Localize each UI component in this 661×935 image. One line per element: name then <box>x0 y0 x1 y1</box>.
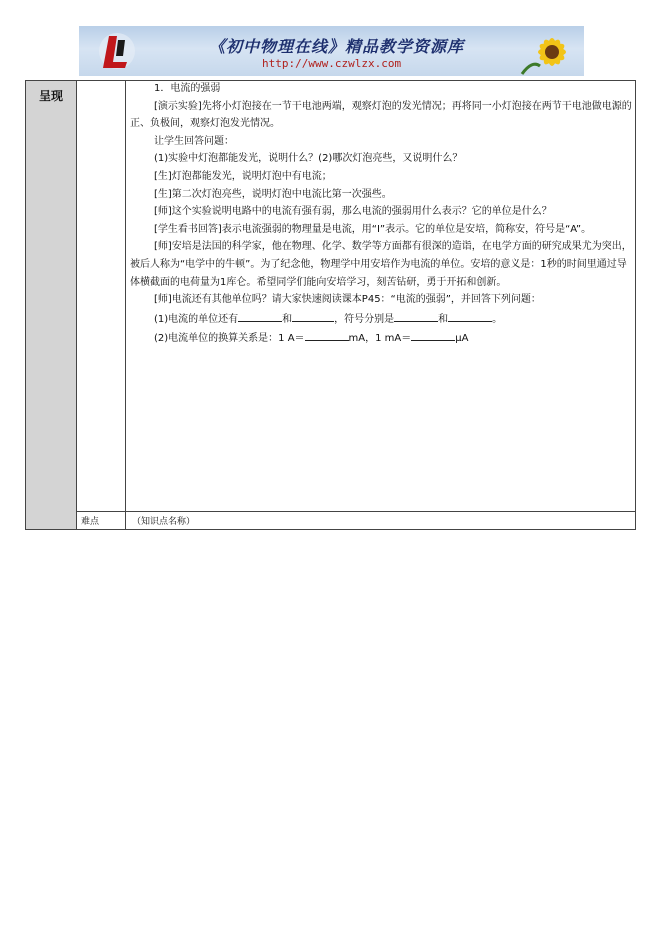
q2-unit-2: μA <box>455 333 469 345</box>
q1-and-2: 和 <box>438 313 449 325</box>
paragraph-6: [师]这个实验说明电路中的电流有强有弱，那么电流的强弱用什么表示？它的单位是什么？ <box>154 206 552 218</box>
paragraph-7: [学生看书回答]表示电流强弱的物理量是电流，用“I”表示。它的单位是安培，简称安，符号是“A”。 <box>154 223 592 235</box>
q1-blank-1[interactable] <box>238 309 282 322</box>
site-logo-icon <box>87 30 143 72</box>
q2-blank-2[interactable] <box>411 328 455 341</box>
banner-title: 《初中物理在线》精品教学资源库 <box>209 37 465 56</box>
middle-cell <box>77 80 126 512</box>
q1-prefix: (1)电流的单位还有 <box>154 313 239 325</box>
question-1 <box>130 309 633 329</box>
section-label: 呈现 <box>39 89 64 103</box>
q1-blank-4[interactable] <box>448 309 492 322</box>
paragraph-9: [师]电流还有其他单位吗？请大家快速阅读课本P45：“电流的强弱”，并回答下列问题： <box>154 294 541 306</box>
paragraph-4: [生]灯泡都能发光，说明灯泡中有电流； <box>154 170 332 182</box>
lesson-content <box>130 80 633 348</box>
q2-blank-1[interactable] <box>305 328 349 341</box>
sunflower-icon <box>518 30 578 76</box>
paragraph-1: [演示实验]先将小灯泡接在一节干电池两端，观察灯泡的发光情况；再将同一小灯泡接在两节干电池做电源的正、负极间，观察灯泡发光情况。 <box>130 100 632 130</box>
q1-blank-3[interactable] <box>394 309 438 322</box>
section-heading: 1．电流的强弱 <box>154 83 221 94</box>
paragraph-8: [师]安培是法国的科学家，他在物理、化学、数学等方面都有很深的造诣，在电学方面的研究成果尤为突出，被后人称为“电学中的牛顿”。为了纪念他，物理学中用安培作为电流的单位。安培的意义是：1秒的时间里通过导体横截面的电荷量为1库仑。希望同学们能向安培学习，刻苦钻研，勇于开拓和创新。 <box>130 241 632 288</box>
paragraph-5: [生]第二次灯泡亮些，说明灯泡中电流比第一次强些。 <box>154 188 392 200</box>
q1-mid: ，符号分别是 <box>334 313 395 325</box>
paragraph-3: (1)实验中灯泡都能发光，说明什么？(2)哪次灯泡亮些，又说明什么？ <box>154 153 463 165</box>
q2-unit-1: mA，1 mA＝ <box>348 333 412 345</box>
question-2 <box>130 328 633 348</box>
lesson-table <box>25 80 636 530</box>
q1-end: 。 <box>492 313 503 325</box>
banner-url[interactable]: http://www.czwlzx.com <box>262 57 402 70</box>
section-label-cell <box>25 80 77 530</box>
difficulty-label: 难点 <box>77 512 126 530</box>
paragraph-2: 让学生回答问题： <box>154 135 234 147</box>
q2-prefix: (2)电流单位的换算关系是：1 A＝ <box>154 333 305 345</box>
knowledge-point-note: （知识点名称） <box>126 512 636 530</box>
q1-blank-2[interactable] <box>292 309 334 322</box>
header-banner <box>79 26 584 76</box>
q1-and-1: 和 <box>282 313 293 325</box>
